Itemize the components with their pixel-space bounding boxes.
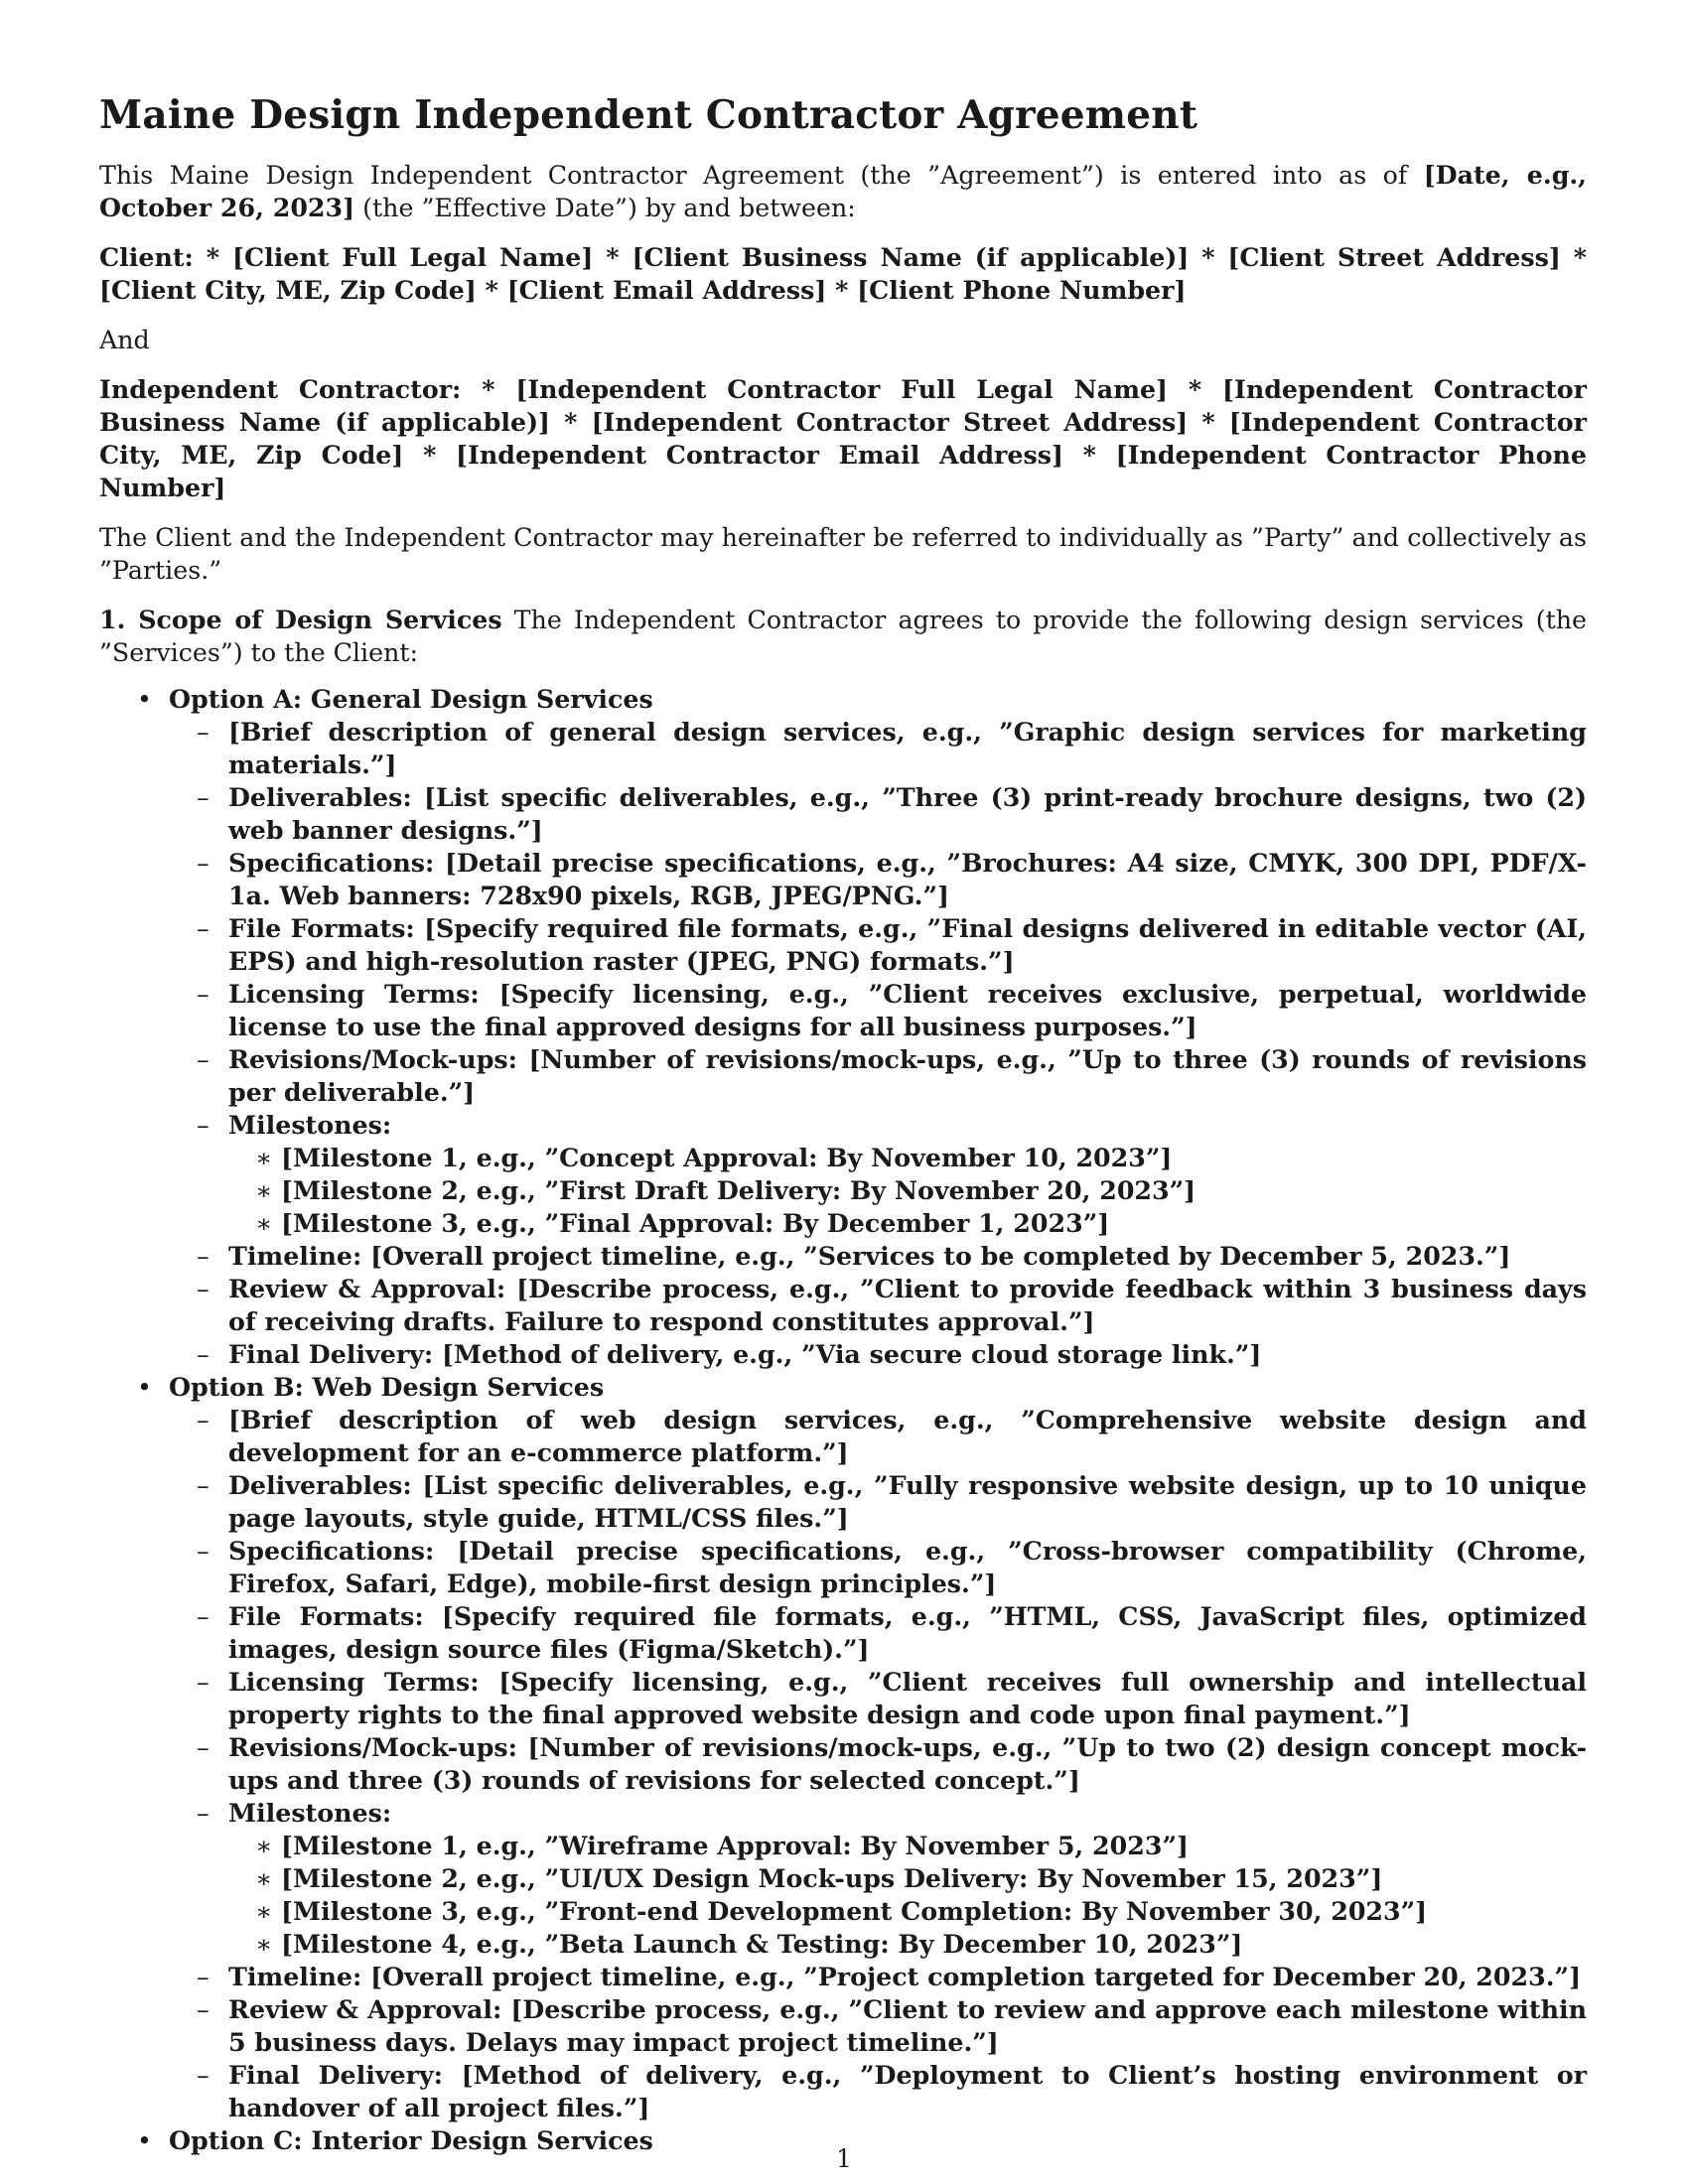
intro-text-2: (the ”Effective Date”) by and between: xyxy=(354,194,856,222)
milestones-label: Milestones: xyxy=(228,1798,392,1828)
and-text: And xyxy=(99,326,150,354)
milestones-item xyxy=(99,1797,1587,1961)
option-b xyxy=(99,1371,1587,2124)
list-item: – Specifications: [Detail precise specifications, e.g., ”Cross-browser compatibility (Chrome, Firefox, Safari, Edge), mobile-first design principles.”] xyxy=(99,1535,1587,1600)
option-a-title: • Option A: General Design Services xyxy=(169,684,653,714)
intro-text-1: This Maine Design Independent Contractor Agreement (the ”Agreement”) is entered into as of xyxy=(99,161,1424,190)
section-1-paragraph xyxy=(99,604,1587,669)
section-1-text: The Independent Contractor agrees to provide the following design services (the ”Services”) to the Client: xyxy=(99,606,1588,667)
section-1-heading: 1. Scope of Design Services xyxy=(99,605,502,634)
milestone-item: ∗ [Milestone 4, e.g., ”Beta Launch & Testing: By December 10, 2023”] xyxy=(99,1928,1587,1961)
parties-paragraph: The Client and the Independent Contractor may hereinafter be referred to individually as ”Party” and collectively as ”Parties.” xyxy=(99,523,1587,585)
list-item: – Final Delivery: [Method of delivery, e.g., ”Deployment to Client’s hosting environment or handover of all project files.”] xyxy=(99,2059,1587,2124)
list-item: – Licensing Terms: [Specify licensing, e.g., ”Client receives exclusive, perpetual, worldwide license to use the final approved designs for all business purposes.”] xyxy=(99,978,1587,1043)
milestone-item: ∗ [Milestone 3, e.g., ”Final Approval: By December 1, 2023”] xyxy=(99,1207,1587,1240)
list-item: – Deliverables: [List specific deliverables, e.g., ”Fully responsive website design, up to 10 unique page layouts, style guide, HTML/CSS files.”] xyxy=(99,1469,1587,1535)
option-b-items xyxy=(169,1404,1587,2124)
option-b-title: • Option B: Web Design Services xyxy=(169,1372,605,1402)
intro-paragraph xyxy=(99,159,1587,224)
option-a-items xyxy=(169,716,1587,1371)
list-item: – Specifications: [Detail precise specifications, e.g., ”Brochures: A4 size, CMYK, 300 DPI, PDF/X-1a. Web banners: 728x90 pixels, RGB, JPEG/PNG.”] xyxy=(99,847,1587,912)
list-item: – Revisions/Mock-ups: [Number of revisions/mock-ups, e.g., ”Up to three (3) rounds of revisions per deliverable.”] xyxy=(99,1043,1587,1109)
list-item: – Deliverables: [List specific deliverables, e.g., ”Three (3) print-ready brochure designs, two (2) web banner designs.”] xyxy=(99,781,1587,847)
list-item: – File Formats: [Specify required file formats, e.g., ”Final designs delivered in editable vector (AI, EPS) and high-resolution raster (JPEG, PNG) formats.”] xyxy=(99,912,1587,978)
option-b-milestones xyxy=(228,1830,1587,1961)
options-list xyxy=(99,683,1587,2157)
effective-date-placeholder: [Date, e.g., October 26, 2023] xyxy=(99,160,1587,222)
option-a-milestones xyxy=(228,1142,1587,1240)
list-item: – Review & Approval: [Describe process, e.g., ”Client to provide feedback within 3 business days of receiving drafts. Failure to respond constitutes approval.”] xyxy=(99,1273,1587,1338)
client-details: Client: * [Client Full Legal Name] * [Client Business Name (if applicable)] * [Client Street Address] * [Client City, ME, Zip Code] * [Client Email Address] * [Client Phone Number] xyxy=(99,242,1587,305)
list-item: – Timeline: [Overall project timeline, e.g., ”Project completion targeted for December 20, 2023.”] xyxy=(99,1961,1587,1993)
contractor-block xyxy=(99,373,1587,504)
list-item: – Final Delivery: [Method of delivery, e.g., ”Via secure cloud storage link.”] xyxy=(99,1338,1587,1371)
client-block xyxy=(99,241,1587,307)
option-a xyxy=(99,683,1587,1371)
milestone-item: ∗ [Milestone 1, e.g., ”Concept Approval: By November 10, 2023”] xyxy=(99,1142,1587,1174)
document-title: Maine Design Independent Contractor Agreement xyxy=(99,92,1198,138)
option-c-title: • Option C: Interior Design Services xyxy=(169,2125,653,2155)
document-page xyxy=(99,91,1587,2157)
milestone-item: ∗ [Milestone 3, e.g., ”Front-end Development Completion: By November 30, 2023”] xyxy=(99,1895,1587,1928)
list-item: – Licensing Terms: [Specify licensing, e.g., ”Client receives full ownership and intellectual property rights to the final approved website design and code upon final payment.”] xyxy=(99,1666,1587,1731)
contractor-details: Independent Contractor: * [Independent Contractor Full Legal Name] * [Independent Contractor Business Name (if applicable)] * [Independent Contractor Street Address] * [Independent Contractor City, ME, Zip Code] * [Independent Contractor Email Address] * [Independent Contractor Phone Number] xyxy=(99,374,1587,502)
list-item: – Revisions/Mock-ups: [Number of revisions/mock-ups, e.g., ”Up to two (2) design concept mock-ups and three (3) rounds of revisions for selected concept.”] xyxy=(99,1731,1587,1797)
milestones-item xyxy=(99,1109,1587,1240)
milestone-item: ∗ [Milestone 2, e.g., ”UI/UX Design Mock-ups Delivery: By November 15, 2023”] xyxy=(99,1862,1587,1895)
milestone-item: ∗ [Milestone 2, e.g., ”First Draft Delivery: By November 20, 2023”] xyxy=(99,1174,1587,1207)
page-number: 1 xyxy=(836,2144,852,2173)
milestone-item: ∗ [Milestone 1, e.g., ”Wireframe Approval: By November 5, 2023”] xyxy=(99,1830,1587,1862)
list-item: – Timeline: [Overall project timeline, e.g., ”Services to be completed by December 5, 2023.”] xyxy=(99,1240,1587,1273)
list-item: – File Formats: [Specify required file formats, e.g., ”HTML, CSS, JavaScript files, optimized images, design source files (Figma/Sketch).”] xyxy=(99,1600,1587,1666)
list-item: – Review & Approval: [Describe process, e.g., ”Client to review and approve each milestone within 5 business days. Delays may impact project timeline.”] xyxy=(99,1993,1587,2059)
milestones-label: Milestones: xyxy=(228,1110,392,1140)
list-item: – [Brief description of web design services, e.g., ”Comprehensive website design and development for an e-commerce platform.”] xyxy=(99,1404,1587,1469)
list-item: – [Brief description of general design services, e.g., ”Graphic design services for marketing materials.”] xyxy=(99,716,1587,781)
